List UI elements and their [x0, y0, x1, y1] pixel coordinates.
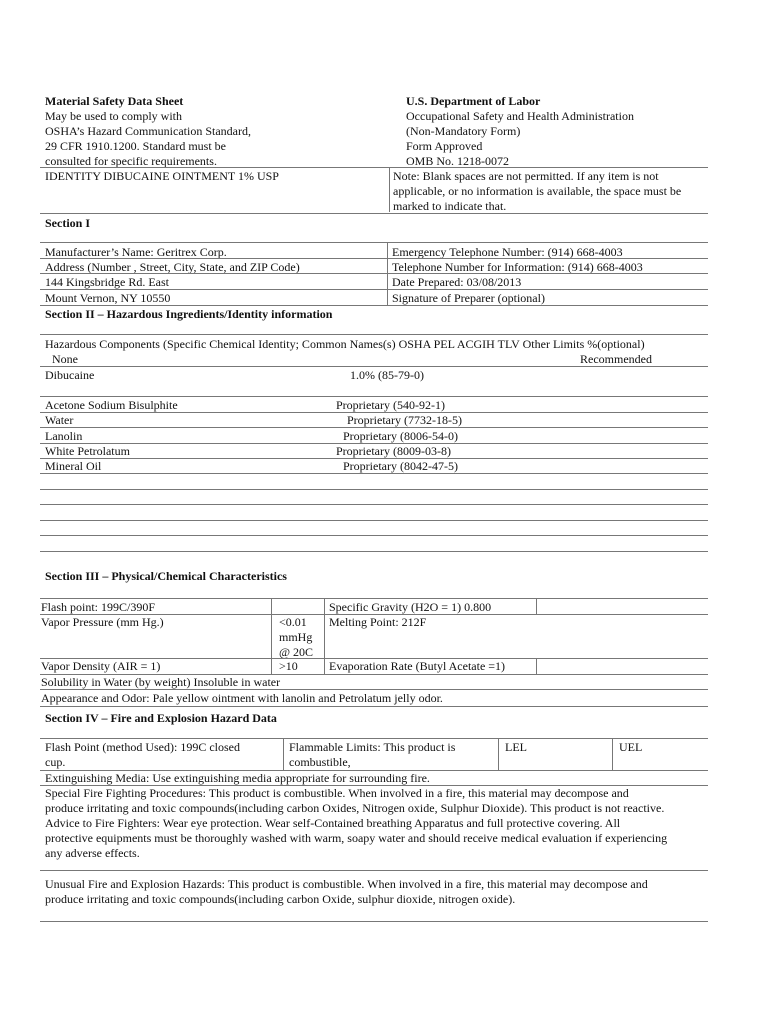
divider: [40, 598, 708, 599]
component-name: Dibucaine: [45, 368, 95, 382]
divider: [40, 689, 708, 690]
appearance-odor: Appearance and Odor: Pale yellow ointment with lanolin and Petrolatum jelly odor.: [41, 691, 443, 705]
component-value: Proprietary (7732-18-5): [347, 413, 462, 427]
divider: [536, 598, 537, 614]
evaporation-rate: Evaporation Rate (Butyl Acetate =1): [329, 659, 506, 673]
header-left-line: 29 CFR 1910.1200. Standard must be: [45, 139, 227, 153]
unusual-hazards-line: Unusual Fire and Explosion Hazards: This product is combustible. When involved in a fire, this material may decompose and: [45, 877, 648, 891]
divider: [40, 258, 708, 259]
note-line: Note: Blank spaces are not permitted. If any item is not: [393, 169, 659, 183]
flash-point-method: cup.: [45, 755, 66, 769]
address-line: Mount Vernon, NY 10550: [45, 291, 171, 305]
divider: [271, 598, 272, 674]
header-left-line: OSHA’s Hazard Communication Standard,: [45, 124, 251, 138]
header-right-line: Form Approved: [406, 139, 483, 153]
component-value: Proprietary (8009-03-8): [336, 444, 451, 458]
vapor-density-label: Vapor Density (AIR = 1): [41, 659, 161, 673]
header-right-line: (Non-Mandatory Form): [406, 124, 521, 138]
header-left-line: consulted for specific requirements.: [45, 154, 217, 168]
flash-point-method: Flash Point (method Used): 199C closed: [45, 740, 240, 754]
component-name: Water: [45, 413, 74, 427]
components-header: Hazardous Components (Specific Chemical Identity; Common Names(s) OSHA PEL ACGIH TLV Other Limits %(optional): [45, 337, 645, 351]
section-1-title: Section I: [45, 216, 90, 230]
header-left-line: May be used to comply with: [45, 109, 182, 123]
address-label: Address (Number , Street, City, State, and ZIP Code): [45, 260, 300, 274]
components-header-none: None: [52, 352, 78, 366]
vapor-pressure-value: mmHg: [279, 630, 313, 644]
components-header-recommended: Recommended: [580, 352, 652, 366]
section-4-title: Section IV – Fire and Explosion Hazard Data: [45, 711, 277, 725]
divider: [40, 396, 708, 397]
vapor-pressure-value: @ 20C: [279, 645, 314, 659]
component-name: White Petrolatum: [45, 444, 130, 458]
divider: [40, 489, 708, 490]
divider: [40, 213, 708, 214]
divider: [498, 738, 499, 770]
special-procedures-line: Special Fire Fighting Procedures: This product is combustible. When involved in a fire, this material may decompose and: [45, 786, 629, 800]
preparer-signature: Signature of Preparer (optional): [392, 291, 545, 305]
component-value: Proprietary (8006-54-0): [343, 429, 458, 443]
component-value: Proprietary (540-92-1): [336, 398, 445, 412]
divider: [40, 551, 708, 552]
divider: [40, 242, 708, 243]
divider: [389, 167, 390, 212]
divider: [40, 167, 390, 168]
divider: [40, 473, 708, 474]
component-value: 1.0% (85-79-0): [350, 368, 424, 382]
component-value: Proprietary (8042-47-5): [343, 459, 458, 473]
specific-gravity: Specific Gravity (H2O = 1) 0.800: [329, 600, 492, 614]
divider: [40, 520, 708, 521]
divider: [390, 167, 708, 168]
divider: [40, 305, 708, 306]
divider: [40, 273, 708, 274]
note-line: applicable, or no information is available, the space must be: [393, 184, 682, 198]
solubility: Solubility in Water (by weight) Insoluble in water: [41, 675, 281, 689]
manufacturer-name: Manufacturer’s Name: Geritrex Corp.: [45, 245, 227, 259]
unusual-hazards-line: produce irritating and toxic compounds(including carbon Oxide, sulphur dioxide, nitrogen oxide).: [45, 892, 516, 906]
divider: [40, 738, 708, 739]
uel-label: UEL: [619, 740, 643, 754]
special-procedures-line: protective equipments must be thoroughly washed with warm, soapy water and should receive medical evaluation if experiencing: [45, 831, 668, 845]
divider: [40, 870, 708, 871]
divider: [40, 921, 708, 922]
component-name: Lanolin: [45, 429, 83, 443]
divider: [40, 366, 708, 367]
melting-point: Melting Point: 212F: [329, 615, 427, 629]
special-procedures-line: Advice to Fire Fighters: Wear eye protection. Wear self-Contained breathing Apparatus and full protective covering. All: [45, 816, 621, 830]
divider: [40, 504, 708, 505]
special-procedures-line: any adverse effects.: [45, 846, 140, 860]
divider: [536, 658, 537, 674]
address-line: 144 Kingsbridge Rd. East: [45, 275, 169, 289]
info-phone: Telephone Number for Information: (914) 668-4003: [392, 260, 643, 274]
agency-title: U.S. Department of Labor: [406, 94, 541, 108]
emergency-phone: Emergency Telephone Number: (914) 668-4003: [392, 245, 623, 259]
product-identity: IDENTITY DIBUCAINE OINTMENT 1% USP: [45, 169, 279, 183]
special-procedures-line: produce irritating and toxic compounds(including carbon Oxides, Nitrogen oxide, Sulphur Dioxide). This product is not reactive.: [45, 801, 665, 815]
section-2-title: Section II – Hazardous Ingredients/Identity information: [45, 307, 333, 321]
flammable-limits: Flammable Limits: This product is: [289, 740, 456, 754]
date-prepared: Date Prepared: 03/08/2013: [392, 275, 522, 289]
flash-point: Flash point: 199C/390F: [41, 600, 156, 614]
header-right-line: OMB No. 1218-0072: [406, 154, 510, 168]
component-name: Mineral Oil: [45, 459, 102, 473]
divider: [40, 289, 708, 290]
lel-label: LEL: [505, 740, 527, 754]
vapor-density-value: >10: [279, 659, 298, 673]
note-line: marked to indicate that.: [393, 199, 507, 213]
divider: [40, 535, 708, 536]
divider: [283, 738, 284, 770]
vapor-pressure-label: Vapor Pressure (mm Hg.): [41, 615, 164, 629]
divider: [40, 334, 708, 335]
divider: [612, 738, 613, 770]
section-3-title: Section III – Physical/Chemical Characteristics: [45, 569, 287, 583]
header-right-line: Occupational Safety and Health Administration: [406, 109, 634, 123]
divider: [40, 706, 708, 707]
component-name: Acetone Sodium Bisulphite: [45, 398, 178, 412]
form-title: Material Safety Data Sheet: [45, 94, 184, 108]
extinguishing-media: Extinguishing Media: Use extinguishing media appropriate for surrounding fire.: [45, 771, 430, 785]
flammable-limits: combustible,: [289, 755, 351, 769]
divider: [40, 427, 708, 428]
vapor-pressure-value: <0.01: [279, 615, 307, 629]
divider: [324, 598, 325, 674]
